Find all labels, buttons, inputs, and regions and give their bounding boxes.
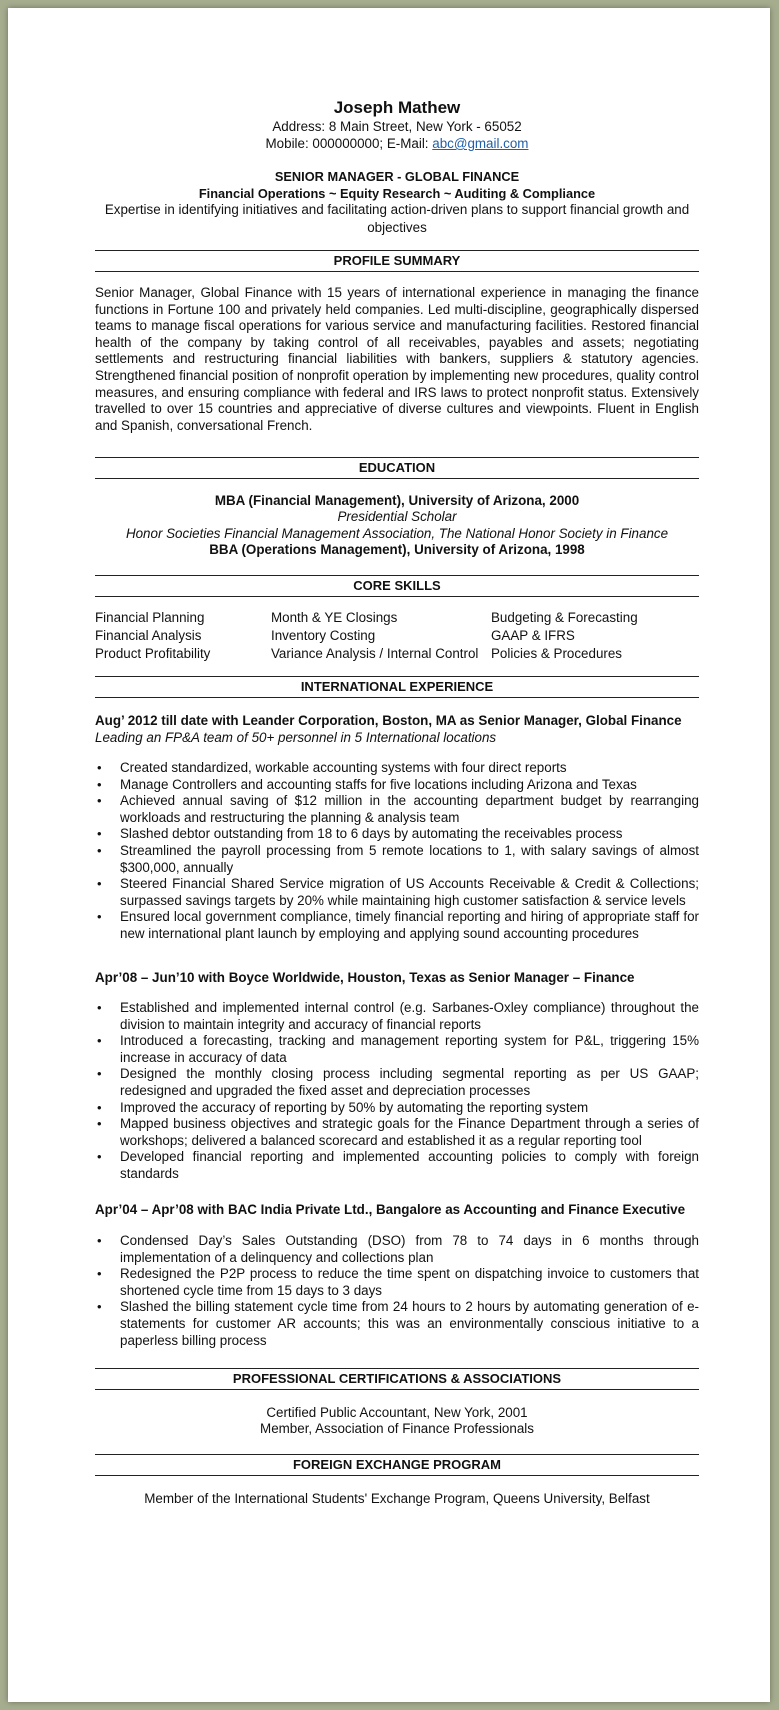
bullet-icon: • (97, 1033, 102, 1049)
list-item: • Developed financial reporting and implemented accounting policies to comply with foreign standards (97, 1149, 699, 1181)
list-item: • Ensured local government compliance, timely financial reporting and hiring of appropriate staff for new international plant launch by employing and applying sound accounting procedures (97, 909, 699, 941)
skill-item: Policies & Procedures (491, 646, 622, 661)
list-item: • Mapped business objectives and strategic goals for the Finance Department through a series of workshops; delivered a balanced scorecard and established it as a regular reporting tool (97, 1116, 699, 1148)
skill-item: Budgeting & Forecasting (491, 610, 638, 625)
tagline: Expertise in identifying initiatives and facilitating action-driven plans to support financial growth and objectives (104, 202, 690, 235)
mobile-label: Mobile: 000000000; E-Mail: (265, 136, 433, 151)
skill-item: Product Profitability (95, 646, 211, 661)
certifications-heading: PROFESSIONAL CERTIFICATIONS & ASSOCIATIONS (95, 1368, 699, 1390)
list-item: • Steered Financial Shared Service migration of US Accounts Receivable & Credit & Collections; surpassed savings targets by 20% while maintaining high customer satisfaction & service levels (97, 876, 699, 908)
job-bullets-leander (95, 760, 699, 943)
core-skills-heading: CORE SKILLS (95, 575, 699, 597)
list-item: • Improved the accuracy of reporting by 50% by automating the reporting system (97, 1099, 589, 1115)
list-item: • Streamlined the payroll processing from 5 remote locations to 1, with salary savings of almost $300,000, annually (97, 842, 699, 875)
job-title: SENIOR MANAGER - GLOBAL FINANCE (274, 169, 520, 184)
degree-mba: MBA (Financial Management), University of Arizona, 2000 (214, 493, 580, 508)
profile-summary-heading: PROFILE SUMMARY (95, 250, 699, 272)
list-item: • Manage Controllers and accounting staffs for five locations including Arizona and Texas (97, 776, 637, 792)
job-bullets-bac (95, 1233, 699, 1349)
list-item: • Slashed debtor outstanding from 18 to 6 days by automating the receivables process (97, 826, 623, 842)
honor-presidential-scholar: Presidential Scholar (337, 509, 457, 524)
contact-line (95, 135, 699, 153)
list-item: • Established and implemented internal control (e.g. Sarbanes-Oxley compliance) throughout the division to maintain integrity and accuracy of financial reports (97, 1000, 699, 1032)
list-item: • Condensed Day’s Sales Outstanding (DSO) from 78 to 74 days in 6 months through implementation of a delinquency and collections plan (97, 1233, 699, 1265)
bullet-icon: • (97, 1000, 102, 1015)
skill-item: Inventory Costing (271, 628, 376, 643)
address-line: Address: 8 Main Street, New York - 65052 (272, 119, 522, 134)
list-item: • Created standardized, workable accounting systems with four direct reports (97, 760, 567, 775)
bullet-icon: • (97, 776, 102, 792)
skills-column-2 (271, 610, 478, 664)
list-item: • Slashed the billing statement cycle time from 24 hours to 2 hours by automating generation of e-statements for customer AR accounts; this was an environmentally conscious initiative to a paperless billing process (97, 1299, 699, 1348)
list-item: • Introduced a forecasting, tracking and management reporting system for P&L, triggering 15% increase in accuracy of data (97, 1033, 699, 1065)
bullet-icon: • (97, 760, 102, 775)
skills-column-3 (491, 610, 638, 664)
experience-heading: INTERNATIONAL EXPERIENCE (95, 676, 699, 698)
email-link[interactable]: abc@gmail.com (432, 136, 529, 151)
job-subtitle-leander: Leading an FP&A team of 50+ personnel in 5 International locations (95, 730, 497, 745)
specialties: Financial Operations ~ Equity Research ~ Auditing & Compliance (198, 186, 596, 201)
bullet-icon: • (97, 1299, 102, 1315)
skill-item: GAAP & IFRS (491, 628, 575, 643)
skill-item: Financial Analysis (95, 628, 202, 643)
bullet-icon: • (97, 909, 102, 925)
bullet-icon: • (97, 826, 102, 842)
job-bullets-boyce (95, 1000, 699, 1183)
bullet-icon: • (97, 1116, 102, 1132)
list-item: • Achieved annual saving of $12 million in the accounting department budget by rearranging workloads and restructuring the planning & analysis team (97, 793, 699, 825)
profile-summary-text: Senior Manager, Global Finance with 15 years of international experience in managing the finance functions in Fortune 100 and privately held companies. Led multi-discipline, geographically dispersed teams to manage fiscal operations for various service and manufacturing facilities. Restored financial health of the company by taking control of all receivables, payables and assets; negotiating settlements and restructuring financial liabilities with bankers, suppliers & statutory agencies. Strengthened financial position of nonprofit operation by implementing new procedures, quality control measures, and ensuring compliance with federal and IRS laws to protect nonprofit status. Extensively travelled to over 15 countries and appreciative of diverse cultures and viewpoints. Fluent in English and Spanish, conversational French. (95, 285, 699, 433)
skills-column-1 (95, 610, 210, 664)
degree-bba: BBA (Operations Management), University of Arizona, 1998 (209, 542, 585, 557)
list-item: • Designed the monthly closing process including segmental reporting as per US GAAP; redesigned and upgraded the fixed asset and depreciation processes (97, 1066, 699, 1098)
exchange-heading: FOREIGN EXCHANGE PROGRAM (95, 1454, 699, 1476)
education-heading: EDUCATION (95, 457, 699, 479)
bullet-icon: • (97, 1266, 102, 1282)
candidate-name: Joseph Mathew (333, 98, 461, 117)
bullet-icon: • (97, 842, 102, 858)
honor-societies: Honor Societies Financial Management Association, The National Honor Society in Finance (125, 526, 669, 541)
bullet-icon: • (97, 793, 102, 809)
skill-item: Financial Planning (95, 610, 205, 625)
bullet-icon: • (97, 1233, 102, 1248)
certification-item: Certified Public Accountant, New York, 2001 (266, 1405, 528, 1420)
exchange-text: Member of the International Students' Exchange Program, Queens University, Belfast (144, 1491, 650, 1506)
certification-item: Member, Association of Finance Professionals (260, 1421, 534, 1436)
bullet-icon: • (97, 1149, 102, 1165)
bullet-icon: • (97, 1066, 102, 1082)
job-title-leander: Aug’ 2012 till date with Leander Corporation, Boston, MA as Senior Manager, Global Finance (95, 713, 682, 728)
skill-item: Variance Analysis / Internal Control (271, 646, 479, 661)
job-title-boyce: Apr’08 – Jun’10 with Boyce Worldwide, Houston, Texas as Senior Manager – Finance (95, 970, 635, 985)
bullet-icon: • (97, 876, 102, 892)
skill-item: Month & YE Closings (271, 610, 398, 625)
job-title-bac: Apr’04 – Apr’08 with BAC India Private Ltd., Bangalore as Accounting and Finance Executive (95, 1202, 686, 1217)
bullet-icon: • (97, 1099, 102, 1115)
list-item: • Redesigned the P2P process to reduce the time spent on dispatching invoice to customers that shortened cycle time from 15 days to 3 days (97, 1266, 699, 1298)
resume-page (8, 8, 770, 1702)
